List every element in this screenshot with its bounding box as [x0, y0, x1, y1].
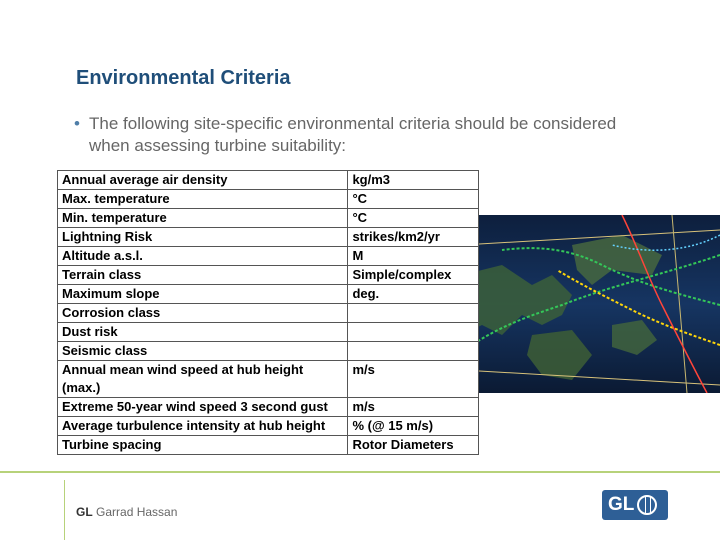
slide-title: Environmental Criteria	[76, 67, 291, 89]
parameter-cell: Extreme 50-year wind speed 3 second gust	[58, 398, 348, 417]
table-row	[58, 417, 479, 436]
unit-cell: % (@ 15 m/s)	[348, 417, 479, 436]
table-row	[58, 190, 479, 209]
map-graphic	[462, 215, 720, 393]
typhoon-track-map	[462, 215, 720, 393]
unit-cell: deg.	[348, 285, 479, 304]
unit-cell: kg/m3	[348, 171, 479, 190]
table-row	[58, 228, 479, 247]
unit-cell: m/s	[348, 398, 479, 417]
unit-cell: °C	[348, 209, 479, 228]
parameter-cell: Lightning Risk	[58, 228, 348, 247]
unit-cell: m/s	[348, 361, 479, 398]
table-row	[58, 323, 479, 342]
unit-cell: Rotor Diameters	[348, 436, 479, 455]
footer-rule	[0, 471, 720, 473]
table-row	[58, 247, 479, 266]
parameter-cell: Max. temperature	[58, 190, 348, 209]
unit-cell: M	[348, 247, 479, 266]
criteria-table	[57, 170, 479, 455]
bullet-point	[74, 113, 634, 157]
table-row	[58, 266, 479, 285]
parameter-cell: Average turbulence intensity at hub height	[58, 417, 348, 436]
parameter-cell: Corrosion class	[58, 304, 348, 323]
table-row	[58, 436, 479, 455]
unit-cell	[348, 323, 479, 342]
parameter-cell: Altitude a.s.l.	[58, 247, 348, 266]
table-row	[58, 361, 479, 398]
unit-cell: Simple/complex	[348, 266, 479, 285]
unit-cell: °C	[348, 190, 479, 209]
bullet-text: The following site-specific environmental criteria should be considered when assessing turbine suitability:	[89, 114, 617, 155]
parameter-cell: Maximum slope	[58, 285, 348, 304]
table-row	[58, 398, 479, 417]
logo-gl-text: GL	[76, 505, 93, 519]
parameter-cell: Annual mean wind speed at hub height (max.)	[58, 361, 348, 398]
parameter-cell: Seismic class	[58, 342, 348, 361]
parameter-cell: Terrain class	[58, 266, 348, 285]
parameter-cell: Dust risk	[58, 323, 348, 342]
unit-cell	[348, 342, 479, 361]
gl-badge-text: GL	[608, 494, 635, 515]
footer-vertical-rule	[64, 480, 65, 540]
garrad-hassan-logo	[76, 505, 177, 519]
unit-cell	[348, 304, 479, 323]
unit-cell: strikes/km2/yr	[348, 228, 479, 247]
parameter-cell: Annual average air density	[58, 171, 348, 190]
table-row	[58, 209, 479, 228]
table-row	[58, 285, 479, 304]
table-row	[58, 304, 479, 323]
parameter-cell: Turbine spacing	[58, 436, 348, 455]
bullet-dot-icon: •	[74, 114, 80, 133]
table-row	[58, 171, 479, 190]
globe-icon	[637, 495, 657, 515]
gl-badge-logo	[602, 490, 668, 520]
parameter-cell: Min. temperature	[58, 209, 348, 228]
logo-company-text: Garrad Hassan	[96, 505, 178, 519]
table-row	[58, 342, 479, 361]
